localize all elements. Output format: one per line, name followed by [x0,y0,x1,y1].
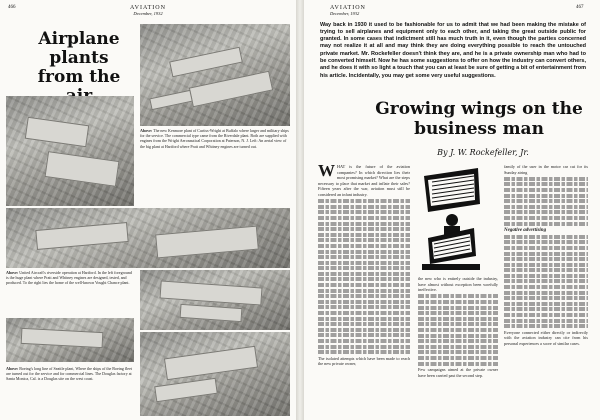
aerial-photo-left [6,96,134,206]
body-column-2 [418,276,498,378]
caption-text: The new Kenmore plant of Curtiss-Wright at Buffalo where larger and military ships for the service. The commercial type came from the Riverdale plant. Both are supplied with engines from the Wright Aeronautical Corporation at Paterson, N. J. Left: An aerial view of the big plant at Hartford where Pratt and Whitney engines are turned out. [140,128,289,149]
article-title: Airplane plants from the [37,29,121,87]
article-title: Growing wings on the business man [375,99,583,139]
running-head-date: December, 1932 [133,11,163,16]
aerial-photo-top [140,24,290,126]
photo-caption-1 [140,128,290,149]
caption-text: Boeing's long line of Seattle plant, Where the ships of the Boeing fleet are turned out for the service and for commercial lines. The Douglas factory at Santa Monica, Cal. is a Douglas site on the west coast. [6,366,132,382]
page-number: 466 [8,5,16,10]
running-head [108,5,188,16]
left-page [0,0,296,420]
column-3-text-start: family of the user in the motor car cut for its Sunday airing [504,164,588,175]
article-illustration [418,164,484,272]
aerial-photo-right-middle [140,270,290,330]
page-gutter [296,0,304,420]
photo-caption-3 [6,366,134,382]
photo-caption-2 [6,270,134,286]
section-subhead: Negative advertising [504,227,547,233]
body-column-1 [318,161,410,367]
article-intro: Way back in 1930 it used to be fashionable for us to admit that we had been making the mistake of trying to sell airplanes and equipment only to each other, and taking the great outside public for granted. In some cases that indictment still has much truth in it, even though the parties concerned may not realize it at all and may think they are doing everything possible to reach the untouched private market. Mr. Rockefeller doesn't think they are, and he is a private ownership man who had to be converted himself. Now he has some suggestions to offer on how the industry can convert others, and he does it with so light a touch that you can at least be sure of getting a bit of entertainment from his article. Incidentally, you may get some very useful suggestions. [320,21,586,79]
businessman-wing-illustration-icon [418,164,484,272]
caption-lead: Above: [140,128,153,133]
caption-lead: Above: [6,270,19,275]
aerial-photo-bottom-left [6,318,134,362]
drop-cap: W [318,161,335,180]
running-head-magazine: AVIATION [330,5,366,11]
page-number: 467 [576,5,584,10]
column-1-text-start: HAT is the future of the aviation companies? In which direction lies their most promising market? What are the steps necessary to place that market and inflate their sales? Fifteen years after the war, aviation must still be considered an infant industry. [318,164,410,197]
caption-text: United Aircraft's riverside operation at Hartford. In the left foreground is the huge plant where Pratt and Whitney engines are designed, tested, and produced. To the right lies the home of the well-known Vought Chance plant. [6,270,132,286]
article-byline: By J. W. Rockefeller, Jr. [437,148,529,157]
aerial-photo-bottom-right [140,332,290,416]
running-head [330,5,400,16]
caption-lead: Above: [6,366,19,371]
running-head-date: December, 1932 [330,11,360,16]
right-page [304,0,600,420]
body-column-3 [504,164,588,347]
running-head-magazine: AVIATION [130,5,166,11]
column-3-text-end: Everyone connected either directly or indirectly with the aviation industry can cite from his personal experiences a score of similar cases. [504,329,588,346]
aerial-photo-middle [6,208,290,268]
column-2-text-end: Few campaigns aimed at the private owner have been carried past the second step. [418,367,498,378]
column-2-text-start: the new who is entirely outside the industry, have almost without exception been woefully ineffective. [418,276,498,293]
column-1-text-end: The isolated attempts which have been made to reach the new private owner, [318,355,410,367]
